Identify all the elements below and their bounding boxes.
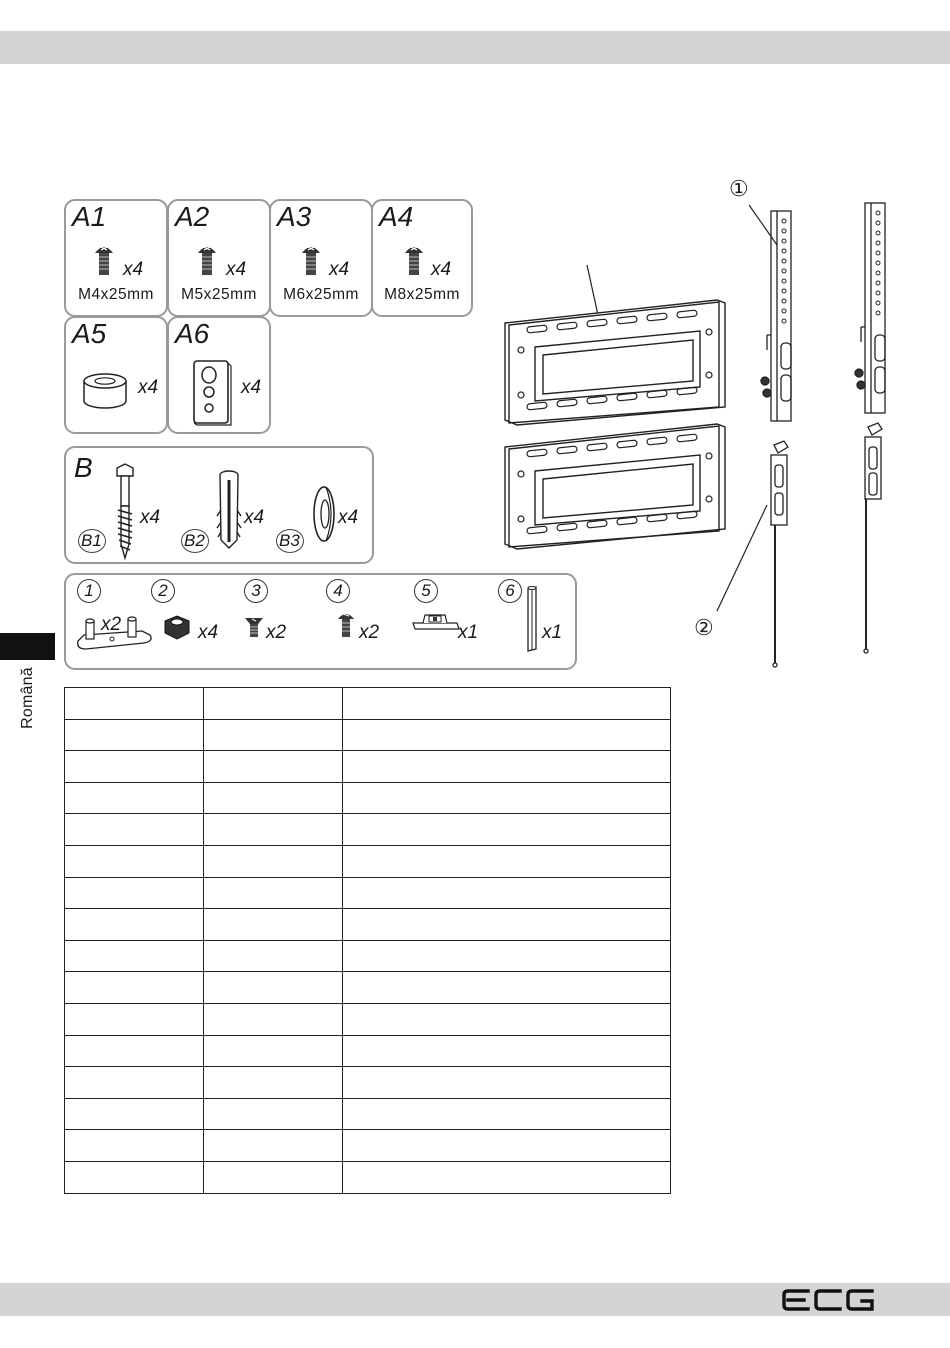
table-cell (65, 972, 204, 1004)
part-code: A6 (175, 318, 210, 349)
table-cell (65, 814, 204, 846)
part-code-b1: B1 (81, 531, 102, 550)
callout-2: ② (694, 616, 714, 641)
part-code: A3 (277, 201, 312, 232)
table-cell (204, 909, 343, 941)
table-cell (343, 782, 671, 814)
part-size: M5x25mm (181, 286, 257, 303)
wall-anchor-icon (216, 470, 242, 550)
table-row (65, 1003, 671, 1035)
part-quantity: x4 (329, 259, 350, 280)
table-cell (65, 1098, 204, 1130)
vertical-bracket-right (855, 203, 885, 653)
table-cell (65, 782, 204, 814)
header-band (0, 31, 950, 64)
part-size: M6x25mm (283, 286, 359, 303)
part-size: M4x25mm (78, 286, 154, 303)
accessory-number: 2 (151, 579, 175, 603)
table-cell (343, 1035, 671, 1067)
table-cell (204, 972, 343, 1004)
part-code-b2: B2 (184, 531, 205, 550)
table-cell (65, 845, 204, 877)
table-cell (204, 1098, 343, 1130)
level-icon (411, 611, 461, 633)
hardware-box-a5 (64, 316, 168, 434)
table-cell (65, 940, 204, 972)
parts-table-body (65, 688, 671, 1194)
screw-icon (196, 241, 218, 277)
accessory-quantity: x4 (198, 622, 219, 643)
table-row (65, 1130, 671, 1162)
table-cell (204, 940, 343, 972)
accessory-quantity: x1 (542, 622, 563, 643)
part-size: M8x25mm (384, 286, 460, 303)
table-cell (204, 688, 343, 720)
table-cell (343, 1067, 671, 1099)
table-row (65, 751, 671, 783)
table-row (65, 719, 671, 751)
table-cell (65, 877, 204, 909)
hardware-box-a4 (371, 199, 473, 317)
part-code: A2 (175, 201, 210, 232)
part-quantity: x4 (431, 259, 452, 280)
part-quantity: x4 (140, 507, 161, 528)
nut-icon (161, 613, 193, 643)
screw-icon (93, 241, 115, 277)
part-quantity: x4 (226, 259, 247, 280)
wall-plate-lower (505, 424, 725, 549)
hardware-box-a3 (269, 199, 373, 317)
accessory-quantity: x1 (458, 622, 479, 643)
table-cell (204, 719, 343, 751)
adapter-plate-icon (191, 358, 233, 428)
table-cell (65, 1161, 204, 1193)
table-row (65, 688, 671, 720)
table-cell (343, 1130, 671, 1162)
part-quantity: x4 (123, 259, 144, 280)
table-cell (204, 814, 343, 846)
hardware-box-a2 (167, 199, 271, 317)
lag-bolt-icon (114, 464, 136, 560)
table-cell (65, 751, 204, 783)
table-cell (343, 877, 671, 909)
table-cell (343, 1161, 671, 1193)
table-cell (343, 719, 671, 751)
wall-plate-upper (505, 300, 725, 425)
table-row (65, 1035, 671, 1067)
table-cell (204, 877, 343, 909)
table-cell (204, 1130, 343, 1162)
part-code: A1 (72, 201, 107, 232)
table-cell (204, 845, 343, 877)
table-row (65, 782, 671, 814)
table-row (65, 972, 671, 1004)
table-cell (65, 1003, 204, 1035)
table-cell (343, 1003, 671, 1035)
hardware-box-a1 (64, 199, 168, 317)
part-quantity: x4 (241, 377, 262, 398)
screw-icon (403, 241, 425, 277)
part-code-b3: B3 (279, 531, 300, 550)
spacer-icon (80, 373, 130, 409)
accessory-number: 5 (414, 579, 438, 603)
table-cell (343, 688, 671, 720)
table-cell (343, 940, 671, 972)
table-cell (65, 909, 204, 941)
table-cell (343, 751, 671, 783)
brand-logo (782, 1288, 874, 1312)
table-cell (204, 1067, 343, 1099)
accessory-quantity: x2 (101, 614, 122, 635)
table-cell (65, 1067, 204, 1099)
table-row (65, 909, 671, 941)
hardware-box-a6 (167, 316, 271, 434)
language-tab-marker (0, 633, 55, 660)
table-row (65, 814, 671, 846)
accessory-number: 4 (326, 579, 350, 603)
parts-table (64, 687, 671, 1194)
accessory-number: 1 (77, 579, 101, 603)
table-row (65, 1067, 671, 1099)
part-code: A5 (72, 318, 107, 349)
table-cell (204, 751, 343, 783)
part-quantity: x4 (244, 507, 265, 528)
table-row (65, 940, 671, 972)
accessory-number: 3 (244, 579, 268, 603)
table-cell (65, 719, 204, 751)
table-row (65, 1161, 671, 1193)
accessory-number: 6 (498, 579, 522, 603)
part-quantity: x4 (138, 377, 159, 398)
callout-1: ① (729, 177, 749, 202)
table-cell (343, 972, 671, 1004)
table-cell (204, 1161, 343, 1193)
part-group-code: B (74, 452, 93, 483)
table-cell (343, 909, 671, 941)
accessory-quantity: x2 (266, 622, 287, 643)
language-label: Română (19, 667, 36, 729)
table-cell (65, 688, 204, 720)
table-cell (343, 814, 671, 846)
table-cell (343, 845, 671, 877)
hardware-box-b (64, 446, 374, 564)
table-cell (204, 1035, 343, 1067)
table-cell (65, 1130, 204, 1162)
screw-icon (336, 609, 356, 639)
table-cell (204, 782, 343, 814)
vertical-bracket-left (761, 211, 791, 667)
table-row (65, 877, 671, 909)
wall-mount-assembly-diagram (495, 175, 895, 675)
part-quantity: x4 (338, 507, 359, 528)
washer-icon (312, 484, 336, 544)
table-row (65, 845, 671, 877)
screw-icon (300, 241, 322, 277)
part-code: A4 (379, 201, 414, 232)
table-cell (65, 1035, 204, 1067)
table-row (65, 1098, 671, 1130)
flat-screw-icon (244, 615, 264, 639)
accessory-quantity: x2 (359, 622, 380, 643)
table-cell (343, 1098, 671, 1130)
table-cell (204, 1003, 343, 1035)
